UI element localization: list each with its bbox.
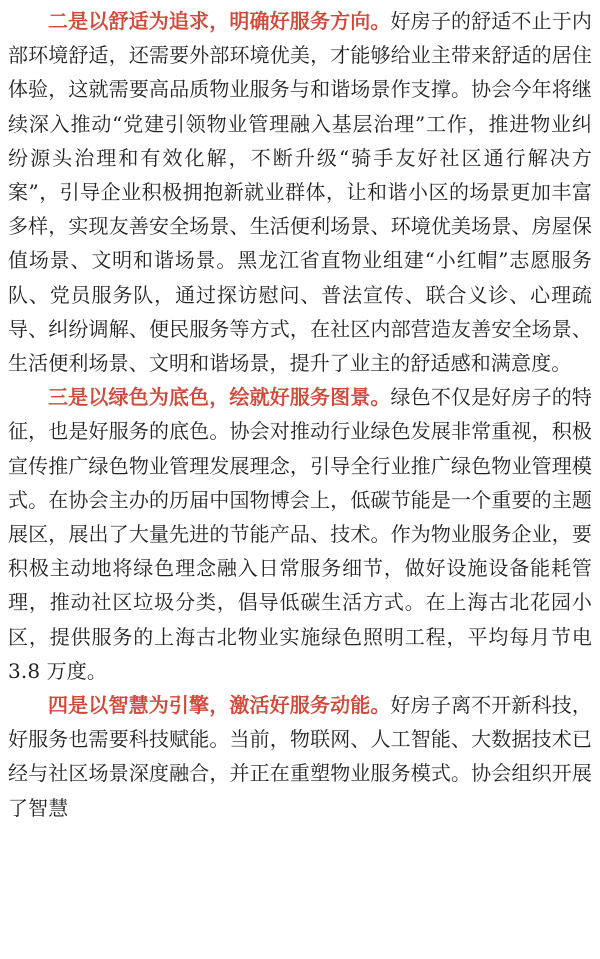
paragraph-smart <box>8 688 592 825</box>
paragraph-comfort <box>8 4 592 380</box>
paragraph-text: 好房子的舒适不止于内部环境舒适，还需要外部环境优美，才能够给业主带来舒适的居住体验，这就需要高品质物业服务与和谐场景作支撑。协会今年将继续深入推动“党建引领物业管理融入基层治理”工作，推进物业纠纷源头治理和有效化解，不断升级“骑手友好社区通行解决方案”，引导企业积极拥抱新就业群体，让和谐小区的场景更加丰富多样，实现友善安全场景、生活便利场景、环境优美场景、房屋保值场景、文明和谐场景。黑龙江省直物业组建“小红帽”志愿服务队、党员服务队，通过探访慰问、普法宣传、联合义诊、心理疏导、纠纷调解、便民服务等方式，在社区内部营造友善安全场景、生活便利场景、文明和谐场景，提升了业主的舒适感和满意度。 <box>8 9 592 376</box>
document-body <box>8 4 592 825</box>
paragraph-heading: 四是以智慧为引擎，激活好服务动能。 <box>48 693 391 718</box>
paragraph-heading: 二是以舒适为追求，明确好服务方向。 <box>48 9 391 33</box>
paragraph-text: 绿色不仅是好房子的特征，也是好服务的底色。协会对推动行业绿色发展非常重视，积极宣传推广绿色物业管理发展理念，引导全行业推广绿色物业管理模式。在协会主办的历届中国物博会上，低碳节能是一个重要的主题展区，展出了大量先进的节能产品、技术。作为物业服务企业，要积极主动地将绿色理念融入日常服务细节，做好设施设备能耗管理，推动社区垃圾分类，倡导低碳生活方式。在上海古北花园小区，提供服务的上海古北物业实施绿色照明工程，平均每月节电 3.8 万度。 <box>8 385 592 683</box>
paragraph-green <box>8 380 592 688</box>
paragraph-heading: 三是以绿色为底色，绘就好服务图景。 <box>48 385 391 410</box>
paragraph-text: 好房子离不开新科技，好服务也需要科技赋能。当前，物联网、人工智能、大数据技术已经与社区场景深度融合，并正在重塑物业服务模式。协会组织开展了智慧 <box>8 693 592 820</box>
